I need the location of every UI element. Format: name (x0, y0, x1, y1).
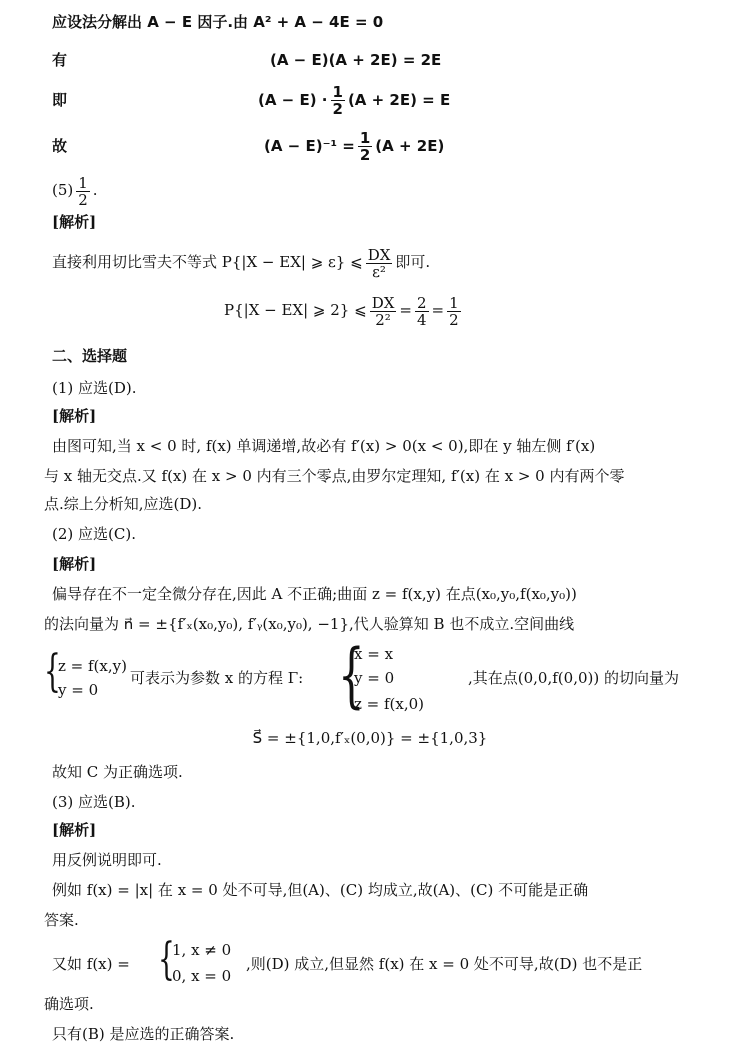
q3-case1: 1, x ≠ 0 (172, 941, 232, 959)
part5-answer-fraction (76, 175, 90, 208)
part4-row3-label: 故 (52, 137, 68, 155)
part4-row3-eq (264, 128, 444, 164)
q2-analysis-heading: [解析] (52, 555, 97, 573)
part5-text-num: DX (367, 245, 391, 264)
part5-text-tail: 即可. (395, 253, 431, 271)
q2-sys2-eq3: z = f(x,0) (354, 695, 425, 713)
row2-frac-num: 1 (332, 83, 343, 101)
q3-analysis-heading: [解析] (52, 821, 97, 839)
q2-vector-eq: S⃗ = ±{1,0,f′ₓ(0,0)} = ±{1,0,3} (252, 729, 488, 747)
part5-eq-frac1 (370, 295, 397, 328)
row3-frac-den: 2 (359, 146, 371, 164)
part5-equation (224, 292, 464, 328)
q2-sys1-eq1: z = f(x,y) (58, 657, 127, 675)
q3-case2: 0, x = 0 (172, 967, 232, 985)
q2-line2: 的法向量为 n⃗ = ±{f′ₓ(x₀,y₀), f′ᵧ(x₀,y₀), −1},代人验算知 B 也不成立.空间曲线 (44, 615, 575, 633)
q2-mid-text: 可表示为参数 x 的方程 Γ: (130, 669, 304, 687)
q1-line2: 与 x 轴无交点.又 f(x) 在 x > 0 内有三个零点,由罗尔定理知, f′(x) 在 x > 0 内有两个零 (44, 467, 625, 485)
section2-title: 二、选择题 (52, 347, 128, 365)
part5-text-den: ε² (372, 262, 386, 281)
row2-left: (A − E) · (258, 91, 328, 109)
q1-line3: 点.综上分析知,应选(D). (44, 495, 203, 513)
q3-line6: 只有(B) 是应选的正确答案. (52, 1025, 235, 1043)
left-brace-icon: { (158, 934, 175, 985)
left-brace-icon: { (44, 646, 61, 697)
part5-eq-left: P{|X − EX| ⩾ 2} ⩽ (224, 301, 367, 319)
eq-f1-den: 2² (375, 310, 391, 329)
row2-fraction (331, 84, 345, 117)
part5-ans-den: 2 (78, 190, 88, 209)
part4-intro: 应设法分解出 A − E 因子.由 A² + A − 4E = 0 (52, 13, 384, 31)
eq-f3-num: 1 (449, 293, 459, 312)
row2-right: (A + 2E) = E (347, 91, 451, 109)
part5-text (52, 244, 430, 280)
q1-analysis-heading: [解析] (52, 407, 97, 425)
row3-fraction (358, 130, 372, 163)
q3-answer: (3) 应选(B). (52, 793, 136, 811)
part5-text-main: 直接利用切比雪夫不等式 P{|X − EX| ⩾ ε} ⩽ (52, 253, 363, 271)
eq-f1-num: DX (371, 293, 395, 312)
q2-sys2-eq2: y = 0 (354, 669, 395, 687)
part4-row2-eq (258, 82, 450, 118)
part5-answer (52, 172, 98, 208)
q3-line1: 用反例说明即可. (52, 851, 162, 869)
q2-system1 (44, 646, 134, 700)
q2-system2 (338, 634, 458, 720)
part5-eq-frac3 (447, 295, 461, 328)
q1-line1: 由图可知,当 x < 0 时, f(x) 单调递增,故必有 f′(x) > 0(x < 0),即在 y 轴左侧 f′(x) (52, 437, 596, 455)
row2-frac-den: 2 (332, 100, 343, 118)
part5-eq-frac2 (415, 295, 429, 328)
q2-line1: 偏导存在不一定全微分存在,因此 A 不正确;曲面 z = f(x,y) 在点(x₀,y₀,f(x₀,y₀)) (52, 585, 577, 603)
q2-sys2-eq1: x = x (354, 645, 394, 663)
part5-answer-tail: . (92, 181, 98, 199)
q2-sys1-eq2: y = 0 (58, 681, 99, 699)
q3-piecewise (158, 936, 248, 988)
eq-f3-den: 2 (449, 310, 459, 329)
q3-line3: 答案. (44, 911, 79, 929)
part4-row2-label: 即 (52, 91, 68, 109)
q3-line2: 例如 f(x) = |x| 在 x = 0 处不可导,但(A)、(C) 均成立,故(A)、(C) 不可能是正确 (52, 881, 589, 899)
q2-tail-text: ,其在点(0,0,f(0,0)) 的切向量为 (468, 669, 679, 687)
row3-right: (A + 2E) (375, 137, 445, 155)
q3-line4-post: ,则(D) 成立,但显然 f(x) 在 x = 0 处不可导,故(D) 也不是正 (246, 955, 643, 973)
eq-mid2: = (431, 301, 445, 319)
row3-frac-num: 1 (359, 129, 371, 147)
q3-line5: 确选项. (44, 995, 94, 1013)
part4-row1-eq: (A − E)(A + 2E) = 2E (270, 51, 442, 69)
eq-mid: = (399, 301, 412, 319)
eq-f2-den: 4 (416, 310, 427, 329)
q2-conclusion: 故知 C 为正确选项. (52, 763, 183, 781)
part5-text-fraction (366, 247, 393, 280)
q1-answer: (1) 应选(D). (52, 379, 137, 397)
part5-ans-num: 1 (78, 173, 88, 192)
eq-f2-num: 2 (416, 293, 427, 312)
row3-left: (A − E)⁻¹ = (264, 137, 355, 155)
q2-answer: (2) 应选(C). (52, 525, 136, 543)
part4-row1-label: 有 (52, 51, 68, 69)
part5-analysis-heading: [解析] (52, 213, 97, 231)
q3-line4-pre: 又如 f(x) = (52, 955, 130, 973)
part5-label: (5) (52, 181, 74, 199)
left-brace-icon: { (338, 634, 365, 716)
